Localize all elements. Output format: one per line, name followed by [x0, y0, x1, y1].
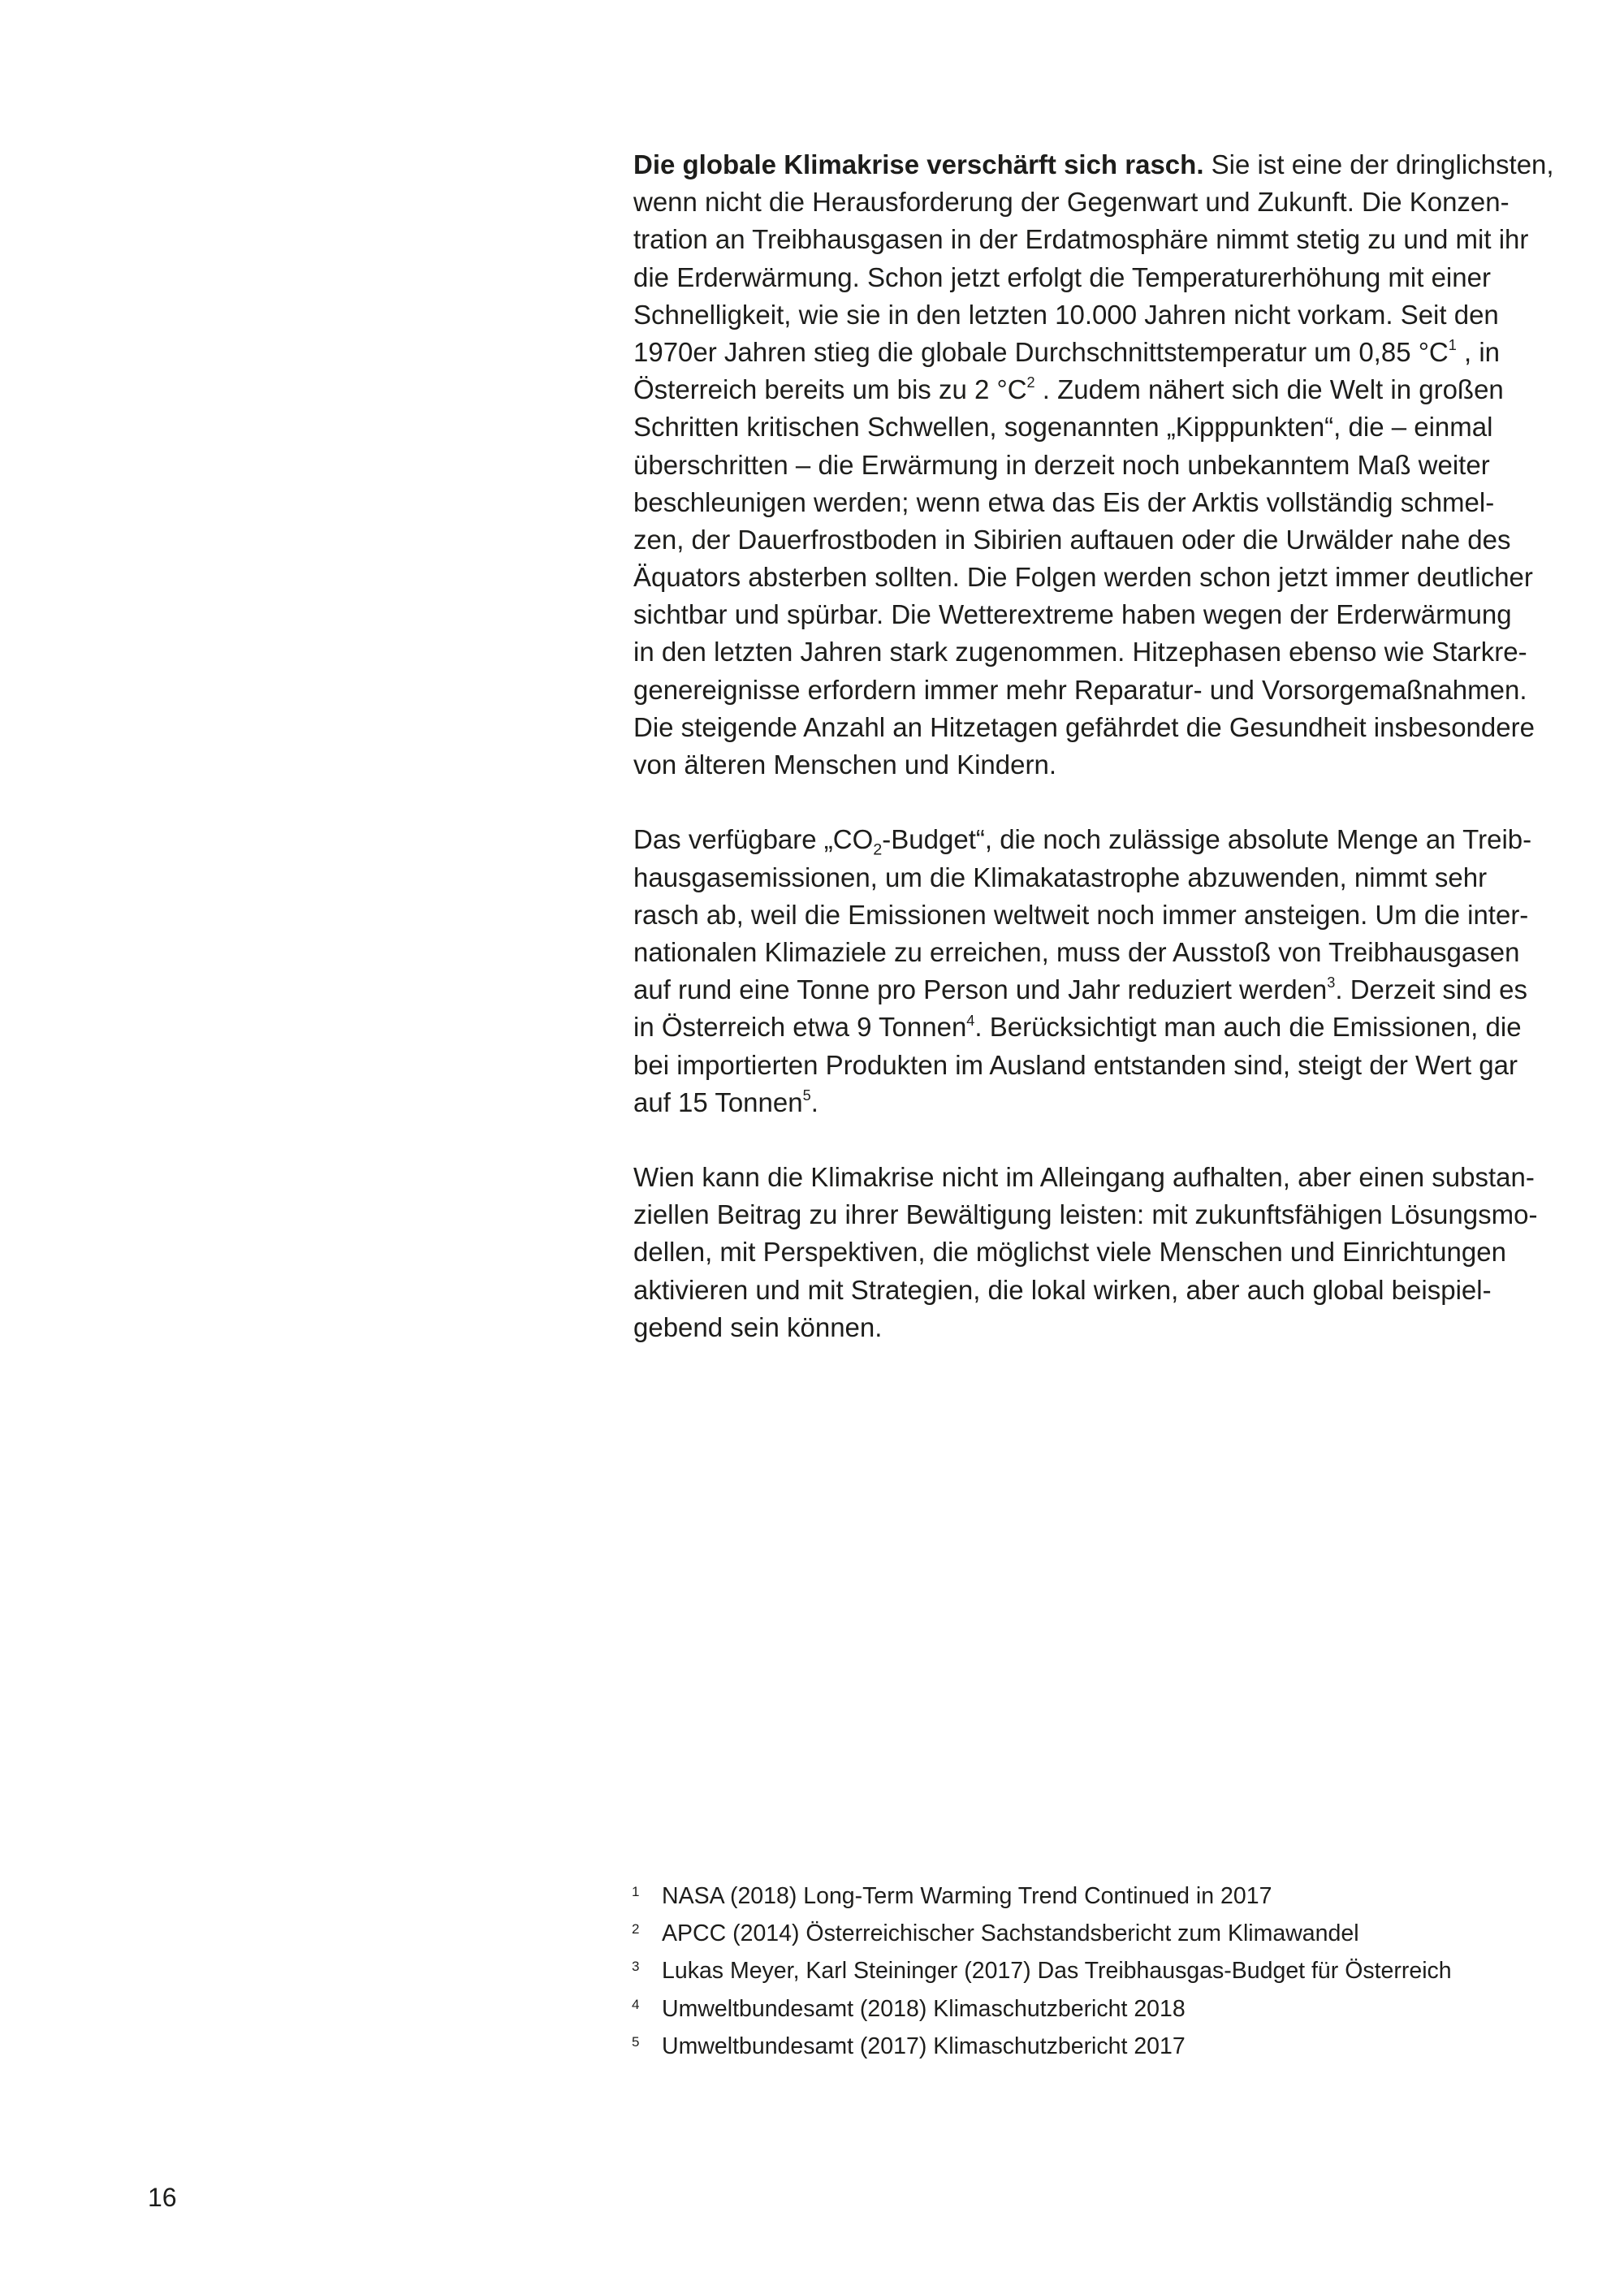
footnote-number: 1: [632, 1884, 640, 1899]
text-line: Schnelligkeit, wie sie in den letzten 10.000 Jahren nicht vorkam. Seit den: [633, 299, 1499, 330]
text-line: auf 15 Tonnen$^5$.: [633, 1086, 818, 1117]
footnote-text: APCC (2014) Österreichischer Sachstandsbericht zum Klimawandel: [662, 1920, 1359, 1947]
footnote-ref-5[interactable]: 5: [802, 1086, 811, 1104]
footnote-number: 3: [632, 1959, 640, 1975]
text-line: 1970er Jahren stieg die globale Durchschnittstemperatur um 0,85 $^\circ C^1$ , in: [633, 336, 1501, 367]
text-line: in den letzten Jahren stark zugenommen. Hitzephasen ebenso wie Starkre-: [633, 637, 1527, 667]
text-line: dellen, mit Perspektiven, die möglichst viele Menschen und Einrichtungen: [633, 1237, 1506, 1268]
footnotes: [632, 1877, 1566, 2065]
footnote-number: 4: [632, 1996, 640, 2012]
footnote-text: Umweltbundesamt (2017) Klimaschutzbericht 2017: [662, 2033, 1186, 2059]
lead-sentence: Die globale Klimakrise verschärft sich rasch.: [633, 149, 1204, 179]
text-line: rasch ab, weil die Emissionen weltweit noch immer ansteigen. Um die inter-: [633, 899, 1529, 930]
body-text: [633, 146, 1566, 1384]
footnote-number: 2: [632, 1921, 640, 1938]
text-line: hausgasemissionen, um die Klimakatastrophe abzuwenden, nimmt sehr: [633, 862, 1488, 892]
footnote-text: NASA (2018) Long-Term Warming Trend Continued in 2017: [662, 1883, 1272, 1909]
text-line: bei importierten Produkten im Ausland entstanden sind, steigt der Wert gar: [633, 1049, 1518, 1080]
text-line: beschleunigen werden; wenn etwa das Eis der Arktis vollständig schmel-: [633, 486, 1495, 517]
footnote-number: 5: [632, 2033, 640, 2050]
footnote: [632, 2028, 1566, 2065]
footnote: [632, 1877, 1566, 1915]
text-line: in Österreich etwa 9 Tonnen$^4$. Berücksichtigt man auch die Emissionen, die: [633, 1012, 1522, 1043]
footnote-ref-4[interactable]: 4: [966, 1012, 975, 1029]
text-line: von älteren Menschen und Kindern.: [633, 750, 1057, 780]
footnote: [632, 1952, 1566, 1989]
footnote-ref-2[interactable]: 2: [1026, 374, 1035, 391]
paragraph-climate-crisis: [633, 146, 1566, 784]
text-line: wenn nicht die Herausforderung der Gegenwart und Zukunft. Die Konzen-: [633, 187, 1510, 218]
text-line: Schritten kritischen Schwellen, sogenannten „Kipppunkten“, die – einmal: [633, 412, 1493, 443]
text-line: Die steigende Anzahl an Hitzetagen gefährdet die Gesundheit insbesondere: [633, 711, 1535, 742]
footnote-ref-3[interactable]: 3: [1327, 974, 1336, 991]
text-line: Die globale Klimakrise verschärft sich rasch. Sie ist eine der dringlichsten,: [633, 149, 1554, 179]
text-line: Wien kann die Klimakrise nicht im Alleingang aufhalten, aber einen substan-: [633, 1162, 1535, 1193]
text-line: überschritten – die Erwärmung in derzeit noch unbekanntem Maß weiter: [633, 449, 1490, 480]
co2-subscript: 2: [873, 840, 883, 859]
footnote: [632, 1915, 1566, 1952]
text-line: Äquators absterben sollten. Die Folgen werden schon jetzt immer deutlicher: [633, 562, 1533, 593]
text-line: auf rund eine Tonne pro Person und Jahr reduziert werden$^3$. Derzeit sind es: [633, 974, 1527, 1005]
footnote-text: Umweltbundesamt (2018) Klimaschutzbericht 2018: [662, 1995, 1186, 2022]
text-line: ziellen Beitrag zu ihrer Bewältigung leisten: mit zukunftsfähigen Lösungsmo-: [633, 1199, 1538, 1230]
text-line: aktivieren und mit Strategien, die lokal wirken, aber auch global beispiel-: [633, 1274, 1492, 1305]
page-number: 16: [148, 2183, 177, 2212]
text-line: zen, der Dauerfrostboden in Sibirien auftauen oder die Urwälder nahe des: [633, 524, 1511, 555]
footnote-ref-1[interactable]: 1: [1448, 337, 1457, 354]
text-line: Österreich bereits um bis zu 2 $^\circ C^2$ . Zudem nähert sich die Welt in großen: [633, 374, 1504, 405]
text-line: Das verfügbare $„CO_2-Budget“$, die noch zulässige absolute Menge an Treib-: [633, 824, 1532, 859]
footnote: [632, 1990, 1566, 2028]
text-line: genereignisse erfordern immer mehr Reparatur- und Vorsorgemaßnahmen.: [633, 674, 1527, 705]
paragraph-vienna-contribution: [633, 1159, 1566, 1346]
text-line: sichtbar und spürbar. Die Wetterextreme haben wegen der Erderwärmung: [633, 599, 1512, 630]
text-line: tration an Treibhausgasen in der Erdatmosphäre nimmt stetig zu und mit ihr: [633, 224, 1529, 255]
paragraph-co2-budget: [633, 821, 1566, 1121]
text-line: gebend sein können.: [633, 1311, 883, 1342]
footnote-text: Lukas Meyer, Karl Steininger (2017) Das Treibhausgas-Budget für Österreich: [662, 1958, 1452, 1985]
text-line: die Erderwärmung. Schon jetzt erfolgt die Temperaturerhöhung mit einer: [633, 261, 1491, 292]
text-line: nationalen Klimaziele zu erreichen, muss der Ausstoß von Treibhausgasen: [633, 936, 1520, 967]
